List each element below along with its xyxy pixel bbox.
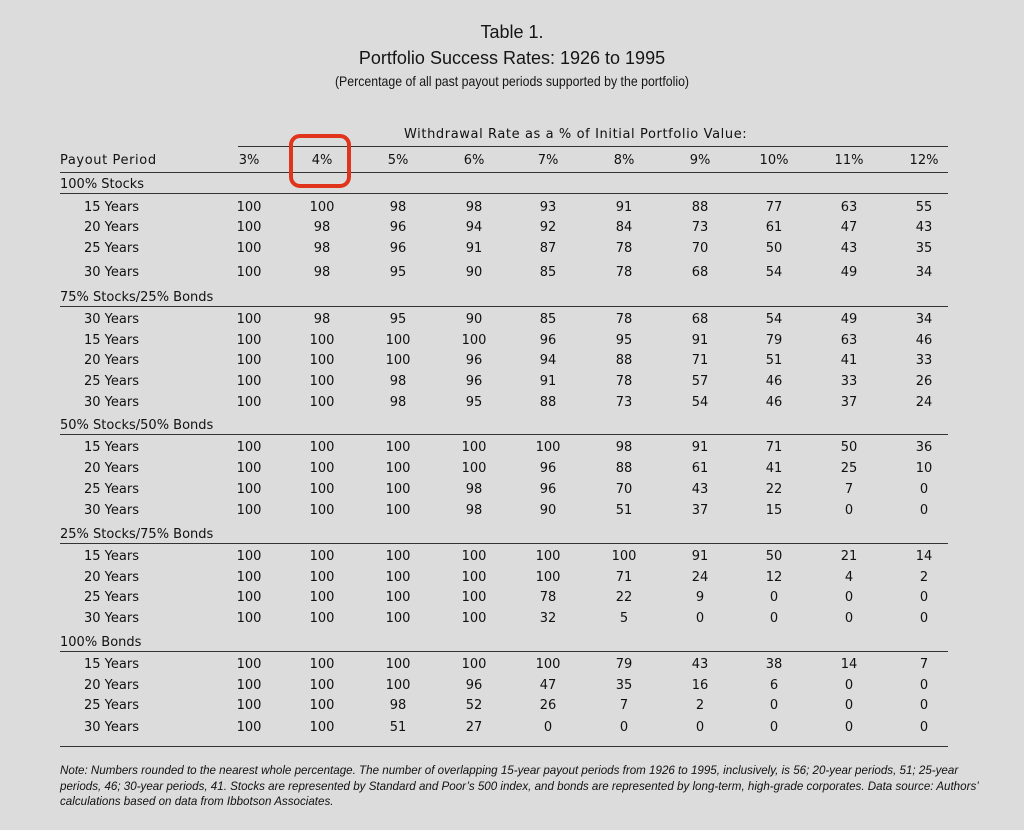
table-cell: 41 <box>765 461 783 476</box>
table-cell: 96 <box>465 678 483 693</box>
table-cell: 100 <box>461 440 487 455</box>
column-header: 7% <box>537 153 559 168</box>
table-cell: 100 <box>385 440 411 455</box>
table-cell: 47 <box>539 678 557 693</box>
table-cell: 100 <box>461 570 487 585</box>
table-cell: 0 <box>919 482 929 497</box>
table-cell: 100 <box>309 440 335 455</box>
row-period-label: 15 Years <box>84 657 139 672</box>
table-cell: 0 <box>844 678 854 693</box>
table-cell: 32 <box>539 611 557 626</box>
table-cell: 71 <box>765 440 783 455</box>
table-cell: 71 <box>615 570 633 585</box>
table-cell: 24 <box>915 395 933 410</box>
row-period-label: 20 Years <box>84 353 139 368</box>
table-cell: 0 <box>769 590 779 605</box>
table-cell: 0 <box>919 590 929 605</box>
table-cell: 88 <box>691 200 709 215</box>
column-header: 10% <box>759 153 789 168</box>
table-cell: 43 <box>915 220 933 235</box>
table-cell: 0 <box>844 611 854 626</box>
table-cell: 50 <box>765 549 783 564</box>
table-cell: 96 <box>539 482 557 497</box>
table-cell: 100 <box>236 440 262 455</box>
table-cell: 100 <box>309 503 335 518</box>
table-cell: 34 <box>915 312 933 327</box>
row-period-label: 15 Years <box>84 549 139 564</box>
table-cell: 61 <box>765 220 783 235</box>
table-cell: 46 <box>765 374 783 389</box>
table-cell: 24 <box>691 570 709 585</box>
table-cell: 90 <box>465 265 483 280</box>
table-cell: 98 <box>389 374 407 389</box>
row-period-label: 20 Years <box>84 570 139 585</box>
row-period-label: 20 Years <box>84 678 139 693</box>
table-cell: 22 <box>765 482 783 497</box>
table-cell: 70 <box>615 482 633 497</box>
table-cell: 0 <box>919 698 929 713</box>
row-period-label: 25 Years <box>84 374 139 389</box>
table-cell: 100 <box>236 503 262 518</box>
table-cell: 100 <box>236 395 262 410</box>
table-cell: 100 <box>309 549 335 564</box>
column-header: 4% <box>311 153 333 168</box>
table-cell: 100 <box>611 549 637 564</box>
table-cell: 100 <box>535 657 561 672</box>
table-cell: 98 <box>313 265 331 280</box>
table-cell: 54 <box>765 265 783 280</box>
table-cell: 0 <box>919 678 929 693</box>
table-cell: 37 <box>840 395 858 410</box>
table-cell: 96 <box>465 374 483 389</box>
table-cell: 73 <box>615 395 633 410</box>
table-cell: 100 <box>461 590 487 605</box>
table-cell: 85 <box>539 312 557 327</box>
table-cell: 26 <box>915 374 933 389</box>
table-cell: 98 <box>313 220 331 235</box>
group-label: 100% Bonds <box>60 635 142 650</box>
table-cell: 70 <box>691 241 709 256</box>
table-cell: 54 <box>765 312 783 327</box>
table-cell: 79 <box>615 657 633 672</box>
column-group-header: Withdrawal Rate as a % of Initial Portfolio Value: <box>404 127 748 142</box>
row-period-label: 30 Years <box>84 611 139 626</box>
table-cell: 84 <box>615 220 633 235</box>
table-cell: 5 <box>619 611 629 626</box>
table-cell: 25 <box>840 461 858 476</box>
table-cell: 100 <box>535 440 561 455</box>
table-cell: 100 <box>309 698 335 713</box>
table-cell: 100 <box>309 395 335 410</box>
table-cell: 54 <box>691 395 709 410</box>
table-cell: 100 <box>385 353 411 368</box>
row-header: Payout Period <box>60 153 157 168</box>
table-cell: 63 <box>840 333 858 348</box>
table-cell: 100 <box>236 482 262 497</box>
table-cell: 14 <box>840 657 858 672</box>
row-period-label: 15 Years <box>84 200 139 215</box>
table-cell: 100 <box>535 549 561 564</box>
table-cell: 100 <box>309 590 335 605</box>
row-period-label: 15 Years <box>84 333 139 348</box>
table-cell: 100 <box>236 333 262 348</box>
table-subtitle: (Percentage of all past payout periods supported by the portfolio) <box>334 73 690 89</box>
table-cell: 46 <box>915 333 933 348</box>
table-cell: 100 <box>385 503 411 518</box>
table-cell: 96 <box>539 461 557 476</box>
row-period-label: 25 Years <box>84 590 139 605</box>
table-cell: 0 <box>919 611 929 626</box>
table-cell: 93 <box>539 200 557 215</box>
table-cell: 88 <box>615 353 633 368</box>
group-rule <box>60 651 948 652</box>
table-cell: 100 <box>309 353 335 368</box>
table-cell: 100 <box>461 461 487 476</box>
table-cell: 14 <box>915 549 933 564</box>
table-cell: 100 <box>461 657 487 672</box>
table-cell: 52 <box>465 698 483 713</box>
row-period-label: 25 Years <box>84 698 139 713</box>
column-header: 11% <box>834 153 864 168</box>
table-cell: 91 <box>691 333 709 348</box>
table-cell: 88 <box>615 461 633 476</box>
table-cell: 98 <box>389 395 407 410</box>
table-cell: 100 <box>385 590 411 605</box>
table-cell: 73 <box>691 220 709 235</box>
table-cell: 90 <box>465 312 483 327</box>
column-header: 9% <box>689 153 711 168</box>
table-cell: 95 <box>389 265 407 280</box>
table-cell: 100 <box>309 570 335 585</box>
table-cell: 100 <box>385 678 411 693</box>
table-cell: 94 <box>539 353 557 368</box>
table-cell: 55 <box>915 200 933 215</box>
table-cell: 78 <box>615 265 633 280</box>
table-cell: 100 <box>236 678 262 693</box>
table-note: Note: Numbers rounded to the nearest whole percentage. The number of overlapping 15-year payout periods from 1926 to 1995, inclusively, is 56; 20-year periods, 51; 25-year periods, 46; 30-year periods, 41. Stocks are represented by Standard and Poor’s 500 index, and bonds are represented by long-term, high-grade corporates. Data source: Authors’ calculations based on data from Ibbotson Associates. <box>60 764 979 808</box>
table-cell: 63 <box>840 200 858 215</box>
table-cell: 91 <box>465 241 483 256</box>
table-cell: 100 <box>309 657 335 672</box>
table-cell: 100 <box>236 720 262 735</box>
table-cell: 0 <box>769 720 779 735</box>
table-cell: 100 <box>309 374 335 389</box>
table-cell: 61 <box>691 461 709 476</box>
row-period-label: 20 Years <box>84 461 139 476</box>
row-period-label: 30 Years <box>84 395 139 410</box>
table-cell: 100 <box>236 657 262 672</box>
table-cell: 100 <box>309 720 335 735</box>
table-cell: 100 <box>461 333 487 348</box>
table-cell: 15 <box>765 503 783 518</box>
table-cell: 100 <box>385 570 411 585</box>
table-cell: 36 <box>915 440 933 455</box>
table-cell: 100 <box>236 312 262 327</box>
table-cell: 43 <box>691 482 709 497</box>
table-cell: 41 <box>840 353 858 368</box>
row-period-label: 15 Years <box>84 440 139 455</box>
group-rule <box>60 306 948 307</box>
table-cell: 98 <box>313 241 331 256</box>
table-cell: 78 <box>615 312 633 327</box>
table-cell: 100 <box>309 333 335 348</box>
table-cell: 57 <box>691 374 709 389</box>
row-period-label: 30 Years <box>84 312 139 327</box>
table-cell: 100 <box>385 333 411 348</box>
table-cell: 100 <box>309 200 335 215</box>
table-cell: 37 <box>691 503 709 518</box>
table-cell: 43 <box>691 657 709 672</box>
table-cell: 49 <box>840 312 858 327</box>
table-cell: 78 <box>539 590 557 605</box>
table-cell: 95 <box>389 312 407 327</box>
table-cell: 98 <box>465 503 483 518</box>
table-cell: 91 <box>539 374 557 389</box>
table-cell: 94 <box>465 220 483 235</box>
bottom-rule <box>60 746 948 747</box>
group-rule <box>60 193 948 194</box>
table-cell: 51 <box>389 720 407 735</box>
table-cell: 100 <box>236 461 262 476</box>
row-period-label: 30 Years <box>84 503 139 518</box>
table-cell: 100 <box>385 549 411 564</box>
table-cell: 43 <box>840 241 858 256</box>
row-period-label: 30 Years <box>84 720 139 735</box>
table-cell: 100 <box>236 220 262 235</box>
table-cell: 87 <box>539 241 557 256</box>
column-header: 8% <box>613 153 635 168</box>
table-cell: 100 <box>385 611 411 626</box>
table-cell: 0 <box>695 720 705 735</box>
table-cell: 7 <box>619 698 629 713</box>
table-cell: 16 <box>691 678 709 693</box>
table-cell: 100 <box>236 241 262 256</box>
table-cell: 95 <box>465 395 483 410</box>
table-cell: 9 <box>695 590 705 605</box>
table-cell: 100 <box>236 353 262 368</box>
table-cell: 71 <box>691 353 709 368</box>
table-cell: 100 <box>309 482 335 497</box>
table-cell: 85 <box>539 265 557 280</box>
table-cell: 92 <box>539 220 557 235</box>
group-label: 75% Stocks/25% Bonds <box>60 290 214 305</box>
table-title: Portfolio Success Rates: 1926 to 1995 <box>358 48 666 68</box>
table-cell: 78 <box>615 241 633 256</box>
row-period-label: 25 Years <box>84 482 139 497</box>
table-cell: 0 <box>543 720 553 735</box>
table-cell: 0 <box>619 720 629 735</box>
table-cell: 0 <box>844 590 854 605</box>
highlight-circle <box>289 134 351 188</box>
table-cell: 0 <box>844 720 854 735</box>
column-header: 5% <box>387 153 409 168</box>
table-cell: 98 <box>389 200 407 215</box>
table-cell: 100 <box>236 611 262 626</box>
table-cell: 21 <box>840 549 858 564</box>
table-cell: 0 <box>844 503 854 518</box>
row-period-label: 30 Years <box>84 265 139 280</box>
table-cell: 4 <box>844 570 854 585</box>
table-cell: 33 <box>840 374 858 389</box>
table-cell: 47 <box>840 220 858 235</box>
table-cell: 0 <box>919 720 929 735</box>
table-cell: 100 <box>385 482 411 497</box>
table-cell: 50 <box>765 241 783 256</box>
header-rule <box>60 172 948 173</box>
table-cell: 49 <box>840 265 858 280</box>
table-cell: 12 <box>765 570 783 585</box>
table-cell: 0 <box>919 503 929 518</box>
table-cell: 100 <box>236 200 262 215</box>
row-period-label: 20 Years <box>84 220 139 235</box>
table-cell: 98 <box>615 440 633 455</box>
table-cell: 98 <box>389 698 407 713</box>
table-cell: 0 <box>769 611 779 626</box>
table-cell: 91 <box>691 549 709 564</box>
table-cell: 100 <box>461 611 487 626</box>
column-header: 6% <box>463 153 485 168</box>
table-cell: 78 <box>615 374 633 389</box>
table-cell: 100 <box>309 461 335 476</box>
table-cell: 6 <box>769 678 779 693</box>
table-cell: 98 <box>465 482 483 497</box>
table-cell: 2 <box>919 570 929 585</box>
group-rule <box>60 434 948 435</box>
table-cell: 100 <box>309 611 335 626</box>
table-cell: 100 <box>309 678 335 693</box>
table-cell: 0 <box>769 698 779 713</box>
table-cell: 46 <box>765 395 783 410</box>
table-cell: 88 <box>539 395 557 410</box>
table-cell: 100 <box>461 549 487 564</box>
group-label: 25% Stocks/75% Bonds <box>60 527 214 542</box>
table-cell: 96 <box>465 353 483 368</box>
table-cell: 0 <box>695 611 705 626</box>
table-cell: 95 <box>615 333 633 348</box>
table-number: Table 1. <box>480 22 544 42</box>
table-cell: 22 <box>615 590 633 605</box>
table-cell: 96 <box>539 333 557 348</box>
table-cell: 100 <box>236 590 262 605</box>
table-cell: 35 <box>615 678 633 693</box>
table-cell: 100 <box>236 549 262 564</box>
table-cell: 91 <box>615 200 633 215</box>
table-cell: 51 <box>765 353 783 368</box>
table-cell: 26 <box>539 698 557 713</box>
table-cell: 79 <box>765 333 783 348</box>
table-cell: 0 <box>844 698 854 713</box>
table-cell: 98 <box>313 312 331 327</box>
table-cell: 96 <box>389 241 407 256</box>
table-cell: 35 <box>915 241 933 256</box>
table-cell: 98 <box>465 200 483 215</box>
table-cell: 33 <box>915 353 933 368</box>
table-cell: 7 <box>919 657 929 672</box>
table-cell: 68 <box>691 265 709 280</box>
table-cell: 100 <box>385 461 411 476</box>
table-cell: 100 <box>236 570 262 585</box>
group-rule <box>60 543 948 544</box>
table-cell: 50 <box>840 440 858 455</box>
table-cell: 90 <box>539 503 557 518</box>
table-cell: 7 <box>844 482 854 497</box>
row-period-label: 25 Years <box>84 241 139 256</box>
table-cell: 10 <box>915 461 933 476</box>
table-cell: 100 <box>236 374 262 389</box>
table-cell: 100 <box>535 570 561 585</box>
table-cell: 96 <box>389 220 407 235</box>
table-cell: 100 <box>385 657 411 672</box>
column-header: 3% <box>238 153 260 168</box>
group-label: 100% Stocks <box>60 177 145 192</box>
table-cell: 27 <box>465 720 483 735</box>
table-cell: 100 <box>236 265 262 280</box>
table-cell: 38 <box>765 657 783 672</box>
table-cell: 100 <box>236 698 262 713</box>
table-cell: 91 <box>691 440 709 455</box>
column-header: 12% <box>909 153 939 168</box>
table-cell: 51 <box>615 503 633 518</box>
table-cell: 34 <box>915 265 933 280</box>
table-cell: 2 <box>695 698 705 713</box>
table-cell: 77 <box>765 200 783 215</box>
group-label: 50% Stocks/50% Bonds <box>60 418 214 433</box>
table-cell: 68 <box>691 312 709 327</box>
